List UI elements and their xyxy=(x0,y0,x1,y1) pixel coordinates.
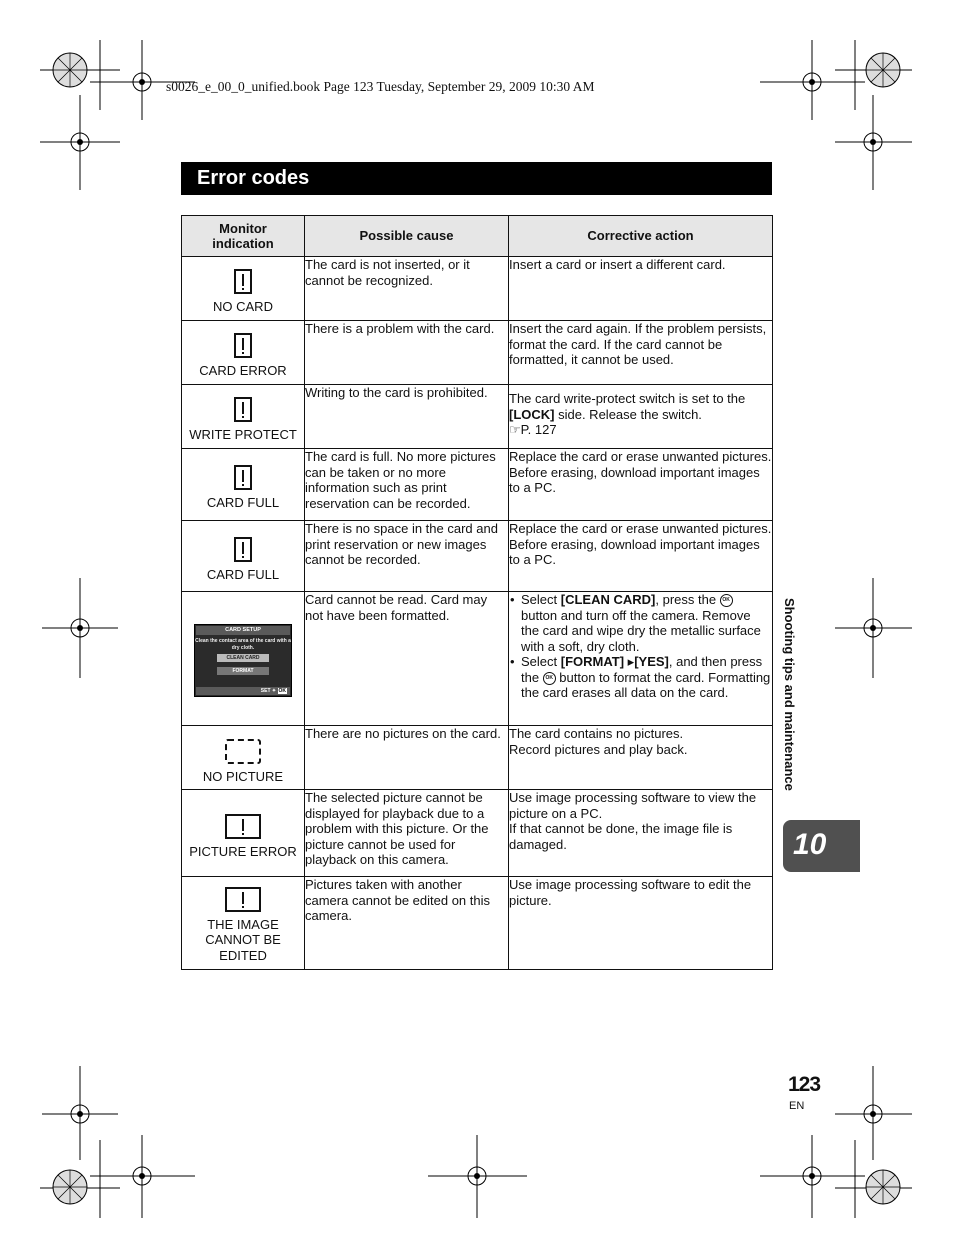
table-row xyxy=(182,726,773,790)
yes-label: [YES] xyxy=(634,654,669,669)
action-text: If that cannot be done, the image file is damaged. xyxy=(509,821,733,852)
table-row xyxy=(182,592,773,726)
action-text: Replace the card or erase unwanted pictures. xyxy=(509,521,772,536)
monitor-label: PICTURE ERROR xyxy=(189,843,297,859)
warning-card-icon xyxy=(234,537,252,562)
action-text: side. Release the switch. xyxy=(554,406,702,422)
action-cell: Use image processing software to edit the picture. xyxy=(509,877,773,970)
monitor-label: NO CARD xyxy=(213,298,273,314)
chapter-side-title xyxy=(779,598,799,818)
monitor-cell xyxy=(182,790,305,877)
language-code: EN xyxy=(789,1100,805,1112)
action-cell xyxy=(509,449,773,521)
cause-cell: Card cannot be read. Card may not have been formatted. xyxy=(305,592,509,726)
warning-picture-icon xyxy=(225,887,261,912)
monitor-cell xyxy=(182,726,305,790)
screen-option-clean-card: CLEAN CARD xyxy=(217,654,269,662)
screen-ok-label: OK xyxy=(278,688,286,694)
section-title-bar xyxy=(181,162,772,195)
action-cell xyxy=(509,521,773,592)
lock-label: [LOCK] xyxy=(509,406,555,422)
chapter-tab xyxy=(783,820,860,872)
section-title: Error codes xyxy=(197,167,310,189)
screen-footer: SET ✦ OK xyxy=(196,687,290,695)
no-picture-icon xyxy=(225,739,261,764)
monitor-label: NO PICTURE xyxy=(202,768,284,784)
monitor-cell xyxy=(182,449,305,521)
arrow-right-icon: ▸ xyxy=(627,654,635,669)
format-label: [FORMAT] xyxy=(560,654,625,669)
ok-button-icon: OK xyxy=(543,672,556,685)
warning-card-icon xyxy=(234,269,252,294)
action-cell xyxy=(509,385,773,449)
monitor-cell xyxy=(182,521,305,592)
action-bullet-list xyxy=(509,592,772,701)
list-item xyxy=(509,592,772,654)
screen-message: Clean the contact area of the card with a dry cloth. xyxy=(195,638,291,651)
warning-card-icon xyxy=(234,465,252,490)
book-header-line: s0026_e_00_0_unified.book Page 123 Tuesday, September 29, 2009 10:30 AM xyxy=(166,79,595,94)
action-cell xyxy=(509,726,773,790)
cause-cell: The selected picture cannot be displayed for playback due to a problem with this picture. Or the picture cannot be used for playback on this camera. xyxy=(305,790,509,877)
action-cell xyxy=(509,592,773,726)
table-row xyxy=(182,790,773,877)
cause-cell: There is no space in the card and print reservation or new images cannot be recorded. xyxy=(305,521,509,592)
action-text: button and turn off the camera. Remove the card and wipe dry the metallic surface with a soft, dry cloth. xyxy=(521,607,761,654)
chapter-number: 10 xyxy=(793,828,827,861)
table-row xyxy=(182,321,773,385)
action-cell xyxy=(509,790,773,877)
table-row xyxy=(182,449,773,521)
header-cause: Possible cause xyxy=(305,216,509,257)
action-text: Select xyxy=(521,654,561,669)
action-text: , and then press the xyxy=(521,654,763,685)
action-text: Select xyxy=(521,592,561,607)
action-text: , press the xyxy=(655,592,720,607)
action-text: button to format the card. Formatting the card erases all data on the card. xyxy=(521,669,771,700)
cause-cell: There is a problem with the card. xyxy=(305,321,509,385)
cause-cell: There are no pictures on the card. xyxy=(305,726,509,790)
header-monitor: Monitor indication xyxy=(182,216,305,257)
table-header-row xyxy=(182,216,773,257)
card-setup-screen xyxy=(194,624,292,697)
monitor-cell xyxy=(182,592,305,726)
action-text: Before erasing, download important images to a PC. xyxy=(509,536,760,567)
action-cell: Insert a card or insert a different card. xyxy=(509,257,773,321)
table-row xyxy=(182,521,773,592)
table-row xyxy=(182,257,773,321)
chapter-title-text: Shooting tips and maintenance xyxy=(782,598,797,791)
action-text: Replace the card or erase unwanted pictures. xyxy=(509,449,772,464)
screen-option-format: FORMAT xyxy=(217,667,269,675)
warning-card-icon xyxy=(234,333,252,358)
monitor-label: CARD FULL xyxy=(206,494,280,510)
clean-card-label: [CLEAN CARD] xyxy=(560,592,656,607)
monitor-cell xyxy=(182,385,305,449)
cause-cell: The card is not inserted, or it cannot be recognized. xyxy=(305,257,509,321)
ok-button-icon: OK xyxy=(720,594,733,607)
action-text: Use image processing software to view the picture on a PC. xyxy=(509,790,757,821)
monitor-cell xyxy=(182,321,305,385)
monitor-cell xyxy=(182,877,305,970)
table-row xyxy=(182,877,773,970)
action-cell: Insert the card again. If the problem persists, format the card. If the card cannot be formatted, it cannot be used. xyxy=(509,321,773,385)
error-codes-table xyxy=(181,215,773,970)
page-reference-icon: ☞ xyxy=(509,422,521,437)
cause-cell: Pictures taken with another camera cannot be edited on this camera. xyxy=(305,877,509,970)
page-reference-link[interactable]: P. 127 xyxy=(520,422,557,437)
monitor-cell xyxy=(182,257,305,321)
monitor-label: THE IMAGE CANNOT BE EDITED xyxy=(205,916,281,963)
action-text: The card write-protect switch is set to the xyxy=(509,391,746,406)
header-action: Corrective action xyxy=(509,216,773,257)
page-number: 123 xyxy=(788,1073,821,1096)
monitor-label: CARD ERROR xyxy=(199,362,287,378)
warning-card-icon xyxy=(234,397,252,422)
monitor-label: CARD FULL xyxy=(206,566,280,582)
action-text: Before erasing, download important images to a PC. xyxy=(509,464,760,495)
screen-footer-label: SET xyxy=(260,688,271,694)
monitor-label: WRITE PROTECT xyxy=(189,426,297,442)
action-text: Record pictures and play back. xyxy=(509,741,688,757)
screen-title: CARD SETUP xyxy=(196,626,290,635)
table-row xyxy=(182,385,773,449)
cause-cell: Writing to the card is prohibited. xyxy=(305,385,509,449)
cause-cell: The card is full. No more pictures can be taken or no more information such as print reservation can be recorded. xyxy=(305,449,509,521)
action-text: The card contains no pictures. xyxy=(509,726,684,741)
list-item xyxy=(509,654,772,701)
warning-picture-icon xyxy=(225,814,261,839)
